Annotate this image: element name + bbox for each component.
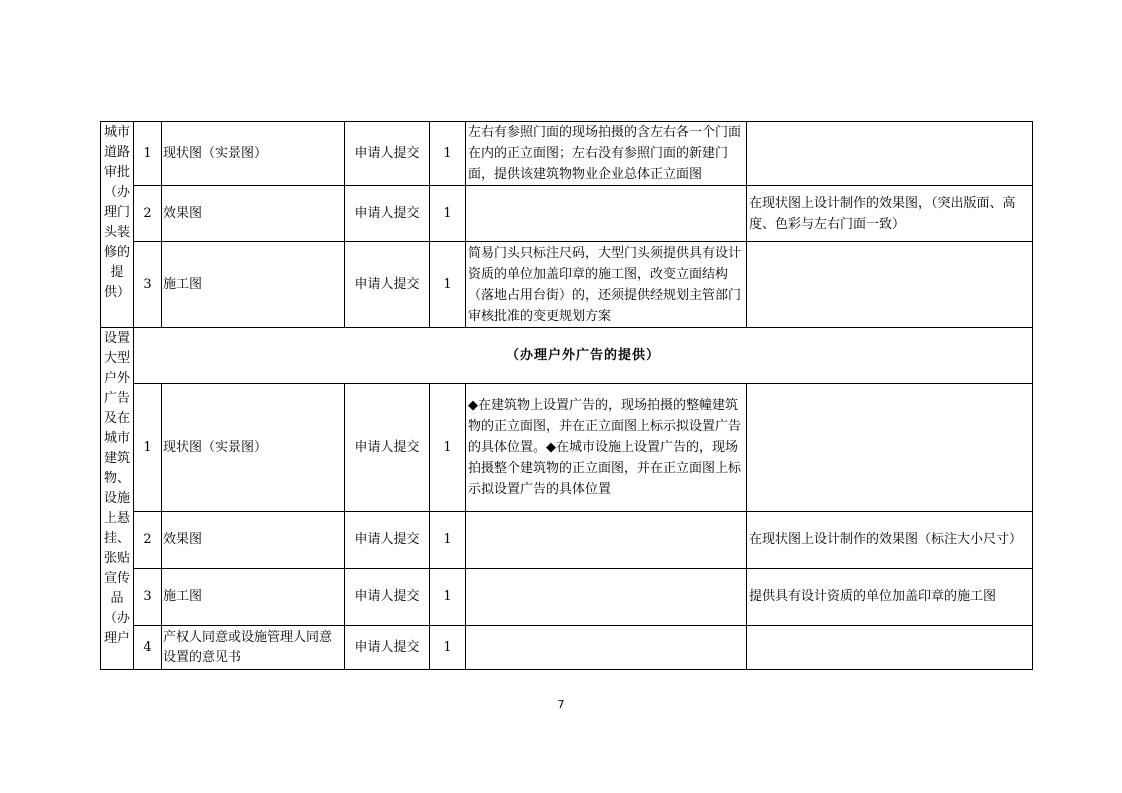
- requirement: 左右有参照门面的现场拍摄的含左右各一个门面在内的正立面图；左右没有参照门面的新建门面，提供该建筑物物业企业总体正立面图: [466, 122, 747, 186]
- requirement: 简易门头只标注尺码，大型门头须提供具有设计资质的单位加盖印章的施工图，改变立面结构（落地占用台街）的，还须提供经规划主管部门审核批准的变更规划方案: [466, 242, 747, 328]
- copy-count: 1: [430, 186, 466, 242]
- note: [747, 384, 1033, 512]
- material-name: 施工图: [162, 569, 345, 626]
- note: 在现状图上设计制作的效果图（标注大小尺寸）: [747, 512, 1033, 569]
- table-row: [101, 384, 1033, 512]
- note: [747, 122, 1033, 186]
- row-number: 2: [134, 512, 162, 569]
- requirement: ◆在建筑物上设置广告的，现场拍摄的整幢建筑物的正立面图，并在正立面图上标示拟设置广告的具体位置。◆在城市设施上设置广告的，现场拍摄整个建筑物的正立面图，并在正立面图上标示拟设置广告的具体位置: [466, 384, 747, 512]
- table-row: [101, 626, 1033, 670]
- copy-count: 1: [430, 384, 466, 512]
- section-title: （办理户外广告的提供）: [134, 328, 1033, 384]
- submitter: 申请人提交: [345, 569, 430, 626]
- submitter: 申请人提交: [345, 122, 430, 186]
- table-row: [101, 186, 1033, 242]
- table-row: [101, 328, 1033, 384]
- table-row: [101, 122, 1033, 186]
- material-name: 施工图: [162, 242, 345, 328]
- requirement: [466, 569, 747, 626]
- category-cell: 设置大型户外广告及在城市建筑物、设施上悬挂、张贴宣传品（办理户: [101, 328, 134, 670]
- submitter: 申请人提交: [345, 512, 430, 569]
- row-number: 2: [134, 186, 162, 242]
- submitter: 申请人提交: [345, 384, 430, 512]
- material-name: 现状图（实景图）: [162, 122, 345, 186]
- row-number: 1: [134, 384, 162, 512]
- materials-table: [100, 121, 1033, 670]
- table-row: [101, 512, 1033, 569]
- table-row: [101, 242, 1033, 328]
- requirement: [466, 512, 747, 569]
- submitter: 申请人提交: [345, 186, 430, 242]
- category-cell: 城市道路审批（办理门头装修的提供）: [101, 122, 134, 328]
- material-name: 现状图（实景图）: [162, 384, 345, 512]
- table-row: [101, 569, 1033, 626]
- submitter: 申请人提交: [345, 626, 430, 670]
- copy-count: 1: [430, 512, 466, 569]
- material-name: 产权人同意或设施管理人同意设置的意见书: [162, 626, 345, 670]
- requirement: [466, 186, 747, 242]
- submitter: 申请人提交: [345, 242, 430, 328]
- row-number: 3: [134, 569, 162, 626]
- row-number: 3: [134, 242, 162, 328]
- material-name: 效果图: [162, 186, 345, 242]
- note: 提供具有设计资质的单位加盖印章的施工图: [747, 569, 1033, 626]
- copy-count: 1: [430, 122, 466, 186]
- copy-count: 1: [430, 242, 466, 328]
- page-number: 7: [557, 698, 565, 711]
- note: [747, 626, 1033, 670]
- material-name: 效果图: [162, 512, 345, 569]
- copy-count: 1: [430, 626, 466, 670]
- row-number: 1: [134, 122, 162, 186]
- note: 在现状图上设计制作的效果图，（突出版面、高度、色彩与左右门面一致）: [747, 186, 1033, 242]
- note: [747, 242, 1033, 328]
- requirement: [466, 626, 747, 670]
- row-number: 4: [134, 626, 162, 670]
- copy-count: 1: [430, 569, 466, 626]
